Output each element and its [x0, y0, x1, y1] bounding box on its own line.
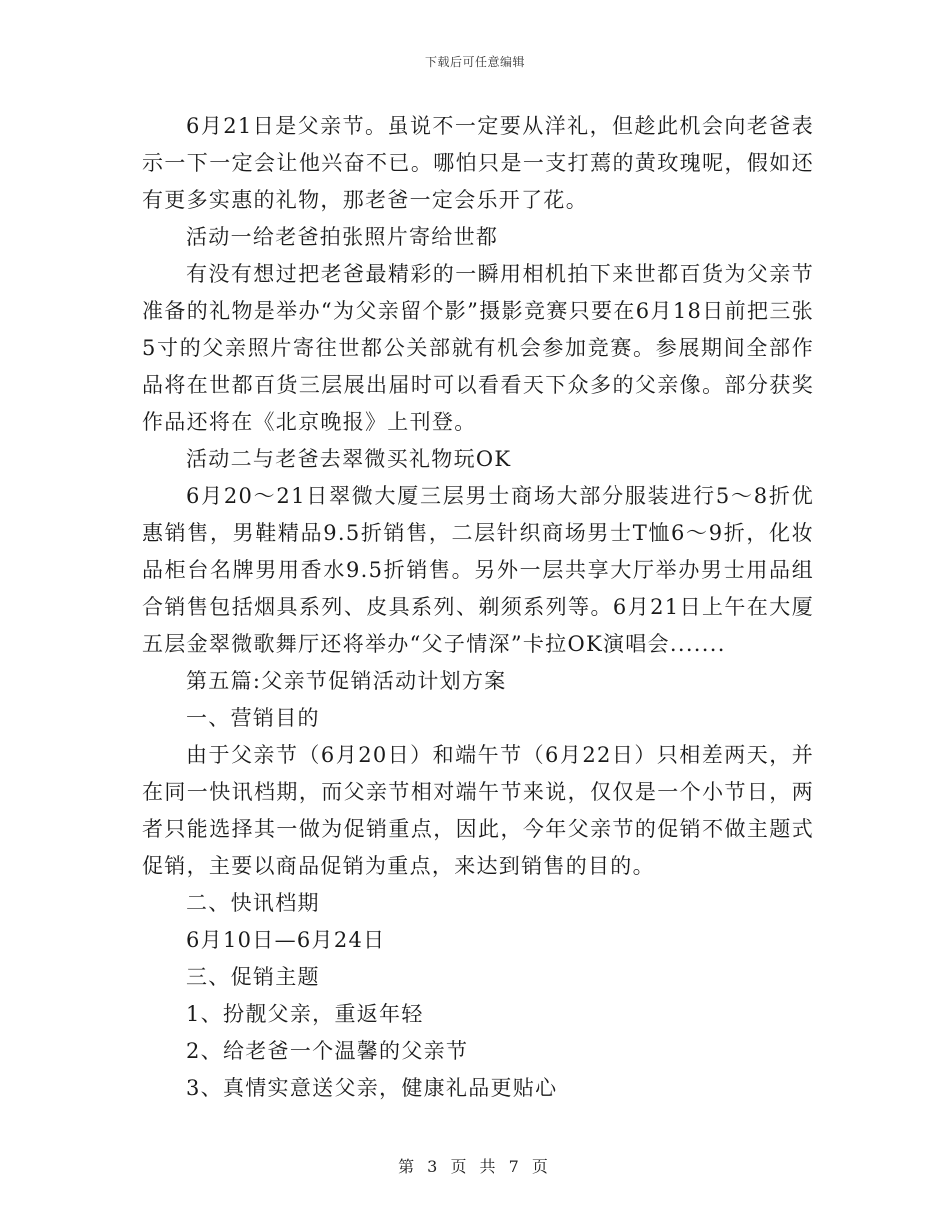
paragraph-activity-one-body: 有没有想过把老爸最精彩的一瞬用相机拍下来世都百货为父亲节准备的礼物是举办“为父亲留个影”摄影竞赛只要在6月18日前把三张5寸的父亲照片寄往世都公关部就有机会参加竞赛。参展期间全部作品将在世都百货三层展出届时可以看看天下众多的父亲像。部分获奖作品还将在《北京晚报》上刊登。: [142, 262, 814, 434]
page-footer: 第 3 页 共 7 页: [398, 1157, 552, 1176]
paragraph-theme-item-1: 1、扮靓父亲，重返年轻: [186, 1002, 424, 1026]
paragraph-intro: 6月21日是父亲节。虽说不一定要从洋礼，但趁此机会向老爸表示一下一定会让他兴奋不已。哪怕只是一支打蔫的黄玫瑰呢，假如还有更多实惠的礼物，那老爸一定会乐开了花。: [142, 114, 814, 212]
paragraph-theme-item-2: 2、给老爸一个温馨的父亲节: [186, 1039, 469, 1063]
document-body: [142, 108, 814, 1107]
paragraph-activity-two-body: 6月20～21日翠微大厦三层男士商场大部分服装进行5～8折优惠销售，男鞋精品9.5折销售，二层针织商场男士T恤6～9折，化妆品柜台名牌男用香水9.5折销售。另外一层共享大厅举办男士用品组合销售包括烟具系列、皮具系列、剃须系列等。6月21日上午在大厦五层金翠微歌舞厅还将举办“父子情深”卡拉OK演唱会.......: [142, 484, 814, 656]
page-header: 下载后可任意编辑: [424, 55, 525, 69]
paragraph-activity-one-title: 活动一给老爸拍张照片寄给世都: [186, 225, 499, 249]
paragraph-heading-flyer-period: 二、快讯档期: [186, 891, 320, 915]
paragraph-heading-marketing-goal: 一、营销目的: [186, 706, 320, 730]
paragraph-heading-promo-theme: 三、促销主题: [186, 965, 320, 989]
paragraph-flyer-period-dates: 6月10日—6月24日: [186, 928, 386, 952]
paragraph-activity-two-title: 活动二与老爸去翠微买礼物玩OK: [186, 447, 512, 471]
paragraph-marketing-goal-body: 由于父亲节（6月20日）和端午节（6月22日）只相差两天，并在同一快讯档期，而父亲节相对端午节来说，仅仅是一个小节日，两者只能选择其一做为促销重点，因此，今年父亲节的促销不做主题式促销，主要以商品促销为重点，来达到销售的目的。: [142, 743, 814, 878]
paragraph-theme-item-3: 3、真情实意送父亲，健康礼品更贴心: [186, 1076, 558, 1100]
paragraph-section-five-title: 第五篇:父亲节促销活动计划方案: [186, 669, 507, 693]
